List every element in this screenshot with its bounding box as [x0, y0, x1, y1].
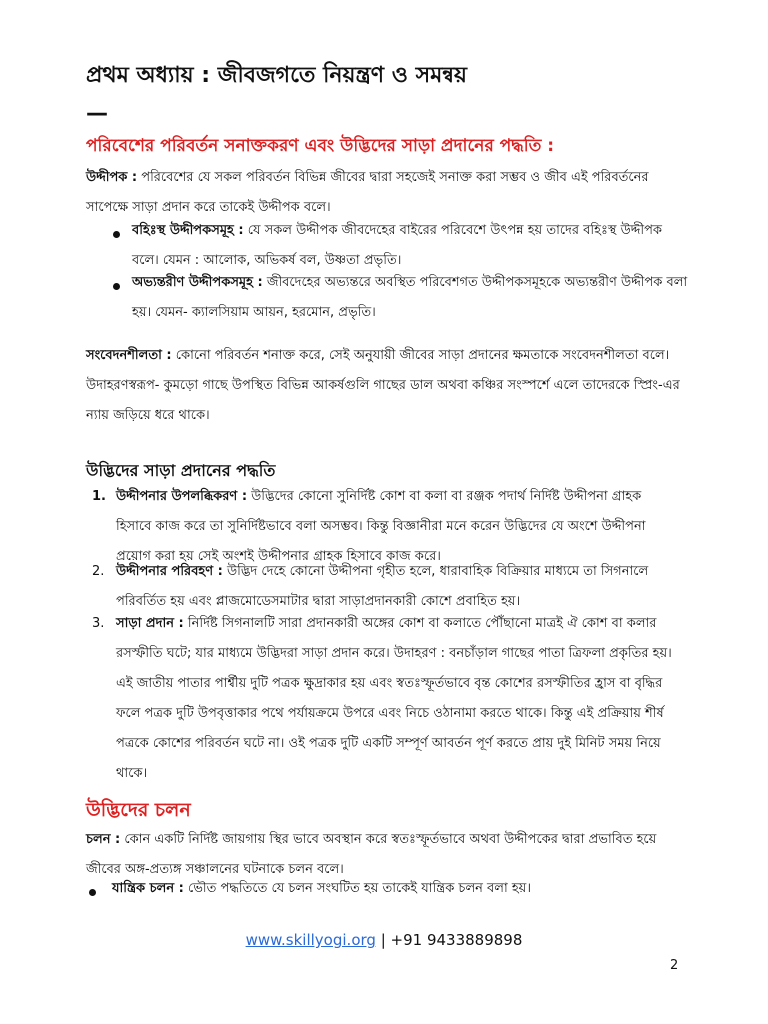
bullet-text: যে সকল উদ্দীপক জীবদেহের বাইরের পরিবেশে উৎপন্ন হয় তাদের বহিঃস্থ উদ্দীপক বলে। যেমন : আলোক, অভিকর্ষ বল, উষ্ণতা প্রভৃতি। — [132, 223, 663, 268]
bullet-dot — [113, 231, 120, 238]
bullet-text: জীবদেহের অভ্যন্তরে অবস্থিত পরিবেশগত উদ্দীপকসমূহকে অভ্যন্তরীণ উদ্দীপক বলা হয়। যেমন- ক্যালসিয়াম আয়ন, হরমোন, প্রভৃতি। — [132, 275, 688, 320]
list-item-text: নির্দিষ্ট সিগনালটি সারা প্রদানকারী অঙ্গের কোশ বা কলাতে পৌঁছানো মাত্রই ঐ কোশ বা কলার রসস্ফীতি ঘটে; যার মাধ্যমে উদ্ভিদরা সাড়া প্রদান করে। উদাহরণ : বনচাঁড়াল গাছের পাতা ত্রিফলা প্রকৃতির হয়। এই জাতীয় পাতার পার্শ্বীয় দুটি পত্রক ক্ষুদ্রাকার হয় এবং স্বতঃস্ফূর্তভাবে বৃন্ত কোশের রসস্ফীতির হ্রাস বা বৃদ্ধির ফলে পত্রক দুটি উপবৃত্তাকার পথে পর্যায়ক্রমে উপরে এবং নিচে ওঠানামা করতে থাকে। কিন্তু এই প্রক্রিয়ায় শীর্ষ পত্রকে কোশের পরিবর্তন ঘটে না। ওই পত্রক দুটি একটি সম্পূর্ণ আবর্তন পূর্ণ করতে প্রায় দুই মিনিট সময় নিয়ে থাকে। — [116, 616, 672, 781]
movement-term: চলন : — [86, 832, 121, 847]
list-item-term: সাড়া প্রদান : — [116, 616, 184, 631]
stimulus-text: পরিবেশের যে সকল পরিবর্তন বিভিন্ন জীবের দ্বারা সহজেই সনাক্ত করা সম্ভব ও জীব এই পরিবর্তনের সাপেক্ষে সাড়া প্রদান করে তাকেই উদ্দীপক বলে। — [86, 170, 649, 215]
bullet-term: বহিঃস্থ উদ্দীপকসমূহ : — [132, 223, 244, 238]
title-dash: — — [86, 101, 108, 126]
list-item-text: উদ্ভিদের কোনো সুনির্দিষ্ট কোশ বা কলা বা রঞ্জক পদার্থ নির্দিষ্ট উদ্দীপনা গ্রাহক হিসাবে কাজ করে তা সুনির্দিষ্টভাবে বলা অসম্ভব। কিন্তু বিজ্ঞানীরা মনে করেন উদ্ভিদের যে অংশে উদ্দীপনা প্রয়োগ করা হয় সেই অংশই উদ্দীপনার গ্রাহক হিসাবে কাজ করে। — [116, 489, 646, 564]
bullet-dot — [113, 283, 120, 290]
bullet-dot — [89, 889, 96, 896]
list-number: 1. — [92, 489, 106, 504]
bullet-term: অভ্যন্তরীণ উদ্দীপকসমূহ : — [132, 275, 263, 290]
website-link[interactable]: www.skillyogi.org — [245, 931, 376, 949]
list-item-term: উদ্দীপনার উপলব্ধিকরণ : — [116, 489, 248, 504]
section-heading-detection: পরিবেশের পরিবর্তন সনাক্তকরণ এবং উদ্ভিদের সাড়া প্রদানের পদ্ধতি : — [86, 136, 555, 156]
footer-separator: | — [375, 931, 391, 949]
bullet-external-stimulus — [132, 216, 692, 276]
phone-number: +91 9433889898 — [390, 931, 523, 949]
page-title: প্রথম অধ্যায় : জীবজগতে নিয়ন্ত্রণ ও সমন্বয় — [86, 63, 467, 88]
page-number: 2 — [670, 958, 679, 973]
page-footer — [0, 931, 768, 949]
sensitivity-paragraph — [86, 341, 686, 431]
list-item-transmission — [116, 557, 676, 617]
stimulus-paragraph — [86, 163, 686, 223]
section-heading-response: উদ্ভিদের সাড়া প্রদানের পদ্ধতি — [86, 461, 276, 480]
sensitivity-text: কোনো পরিবর্তন শনাক্ত করে, সেই অনুযায়ী জীবের সাড়া প্রদানের ক্ষমতাকে সংবেদনশীলতা বলে। উদাহরণস্বরূপ- কুমড়ো গাছে উপস্থিত বিভিন্ন আকর্ষগুলি গাছের ডাল অথবা কঞ্চির সংস্পর্শে এলে তাদেরকে স্প্রিং-এর ন্যায় জড়িয়ে ধরে থাকে। — [86, 348, 680, 423]
bullet-term: যান্ত্রিক চলন : — [112, 881, 184, 896]
list-item-term: উদ্দীপনার পরিবহণ : — [116, 564, 223, 579]
list-item-response — [116, 609, 676, 789]
list-number: 3. — [92, 616, 105, 631]
list-number: 2. — [92, 564, 105, 579]
sensitivity-term: সংবেদনশীলতা : — [86, 348, 172, 363]
section-heading-movement: উদ্ভিদের চলন — [86, 799, 191, 821]
bullet-text: ভৌত পদ্ধতিতে যে চলন সংঘটিত হয় তাকেই যান্ত্রিক চলন বলা হয়। — [183, 881, 531, 896]
list-item-text: উদ্ভিদ দেহে কোনো উদ্দীপনা গৃহীত হলে, ধারাবাহিক বিক্রিয়ার মাধ্যমে তা সিগনালে পরিবর্তিত হয় এবং প্লাজমোডেসমাটার দ্বারা সাড়াপ্রদানকারী কোশে প্রবাহিত হয়। — [116, 564, 649, 609]
stimulus-term: উদ্দীপক : — [86, 170, 138, 185]
movement-text: কোন একটি নির্দিষ্ট জায়গায় স্থির ভাবে অবস্থান করে স্বতঃস্ফূর্তভাবে অথবা উদ্দীপকের দ্বারা প্রভাবিত হয়ে জীবের অঙ্গ-প্রত্যঙ্গ সঞ্চালনের ঘটনাকে চলন বলে। — [86, 832, 657, 877]
bullet-mechanical-movement — [112, 874, 702, 904]
bullet-internal-stimulus — [132, 268, 692, 328]
